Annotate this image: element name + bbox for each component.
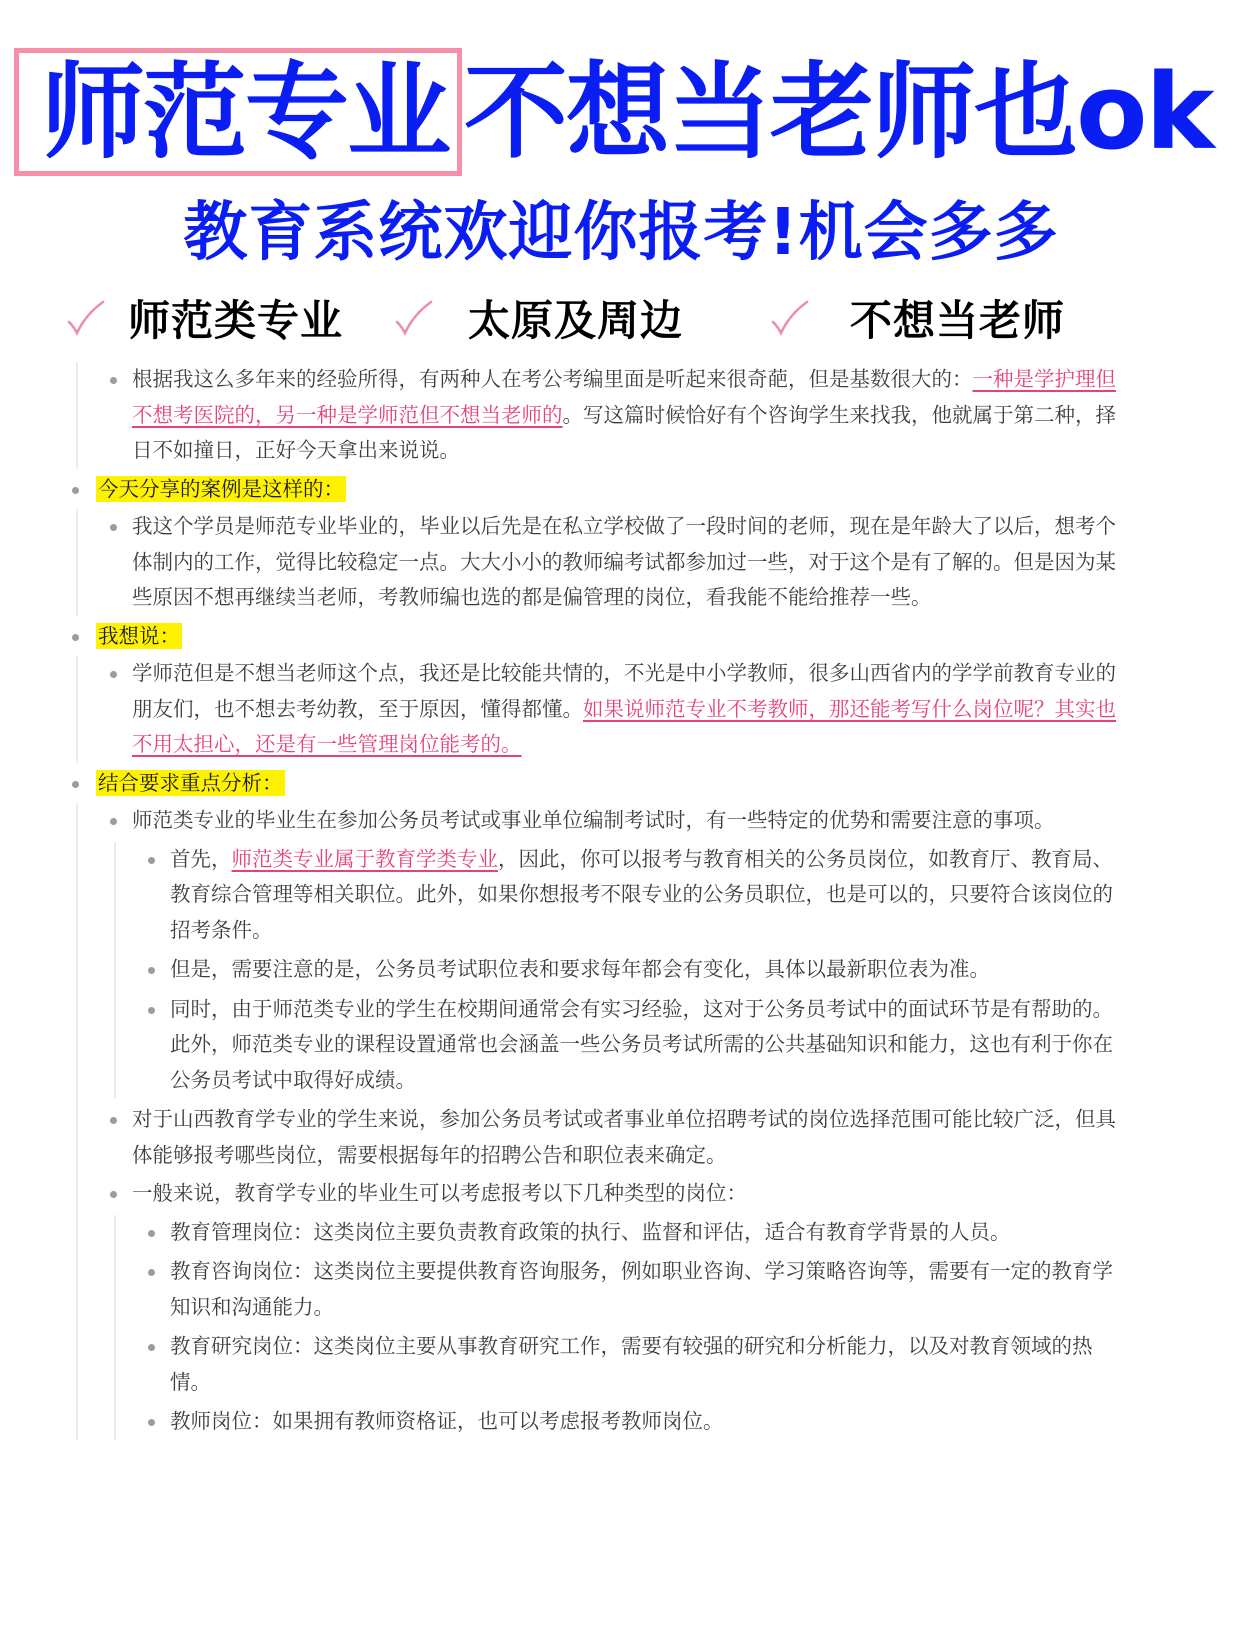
intro-text: 根据我这么多年来的经验所得，有两种人在考公考编里面是听起来很奇葩，但是基数很大的： [132, 367, 973, 391]
bullet-icon [148, 1344, 155, 1351]
list-item [78, 509, 1130, 616]
tag-label: 太原及周边 [468, 296, 684, 345]
tag-item [770, 288, 1065, 348]
bullet-icon [148, 1269, 155, 1276]
check-icon [770, 298, 810, 338]
section-heading-opinion [70, 619, 1130, 655]
tag-label: 不想当老师 [850, 296, 1066, 345]
subtitle: 教育系统欢迎你报考!机会多多 [183, 196, 1059, 270]
item-text: 对于山西教育学专业的学生来说，参加公务员考试或者事业单位招聘考试的岗位选择范围可能比较广泛，但具体能够报考哪些岗位，需要根据每年的招聘公告和职位表来确定。 [132, 1107, 1116, 1167]
list-item [78, 656, 1130, 763]
tag-label: 师范类专业 [128, 296, 344, 345]
bullet-icon [110, 524, 117, 531]
title-boxed-text: 师范专业 [41, 51, 450, 173]
intro-text-end: 。写这篇时候恰好有个咨询学生来找我，他就属于第二种，择日不如撞日，正好今天拿出来说说。 [132, 402, 1116, 462]
opinion-text: 学师范但是不想当老师这个点，我还是比较能共情的，不光是中小学教师，很多山西省内的学学前教育专业的朋友们，也不想去考幼教，至于原因，懂得都懂。 [132, 661, 1116, 721]
item-text: ，因此，你可以报考与教育相关的公务员岗位，如教育厅、教育局、教育综合管理等相关职位。此外，如果你想报考不限专业的公务员职位，也是可以的，只要符合该岗位的招考条件。 [170, 846, 1113, 942]
tag-item [394, 288, 683, 348]
bullet-icon [72, 487, 79, 494]
job-type-item [80, 1254, 1130, 1325]
title-rest-text: 不想当老师也ok [464, 51, 1213, 173]
bullet-icon [110, 1191, 117, 1198]
job-types-block [114, 1215, 1130, 1440]
intro-block [76, 362, 1130, 469]
highlight-heading: 我想说： [98, 623, 180, 648]
job-type-item [80, 1404, 1130, 1440]
list-item [78, 1102, 1130, 1173]
major-link[interactable]: 师范类专业属于教育学类专业 [231, 846, 498, 871]
list-item [80, 992, 1130, 1099]
section-heading-case [70, 472, 1130, 508]
item-text: 教师岗位：如果拥有教师资格证，也可以考虑报考教师岗位。 [170, 1409, 724, 1433]
highlight-heading: 今天分享的案例是这样的： [98, 476, 344, 501]
check-icon [66, 298, 106, 338]
bullet-icon [110, 1117, 117, 1124]
intro-link[interactable]: 一种是学护理但不想考医院的，另一种是学师范但不想当老师的 [132, 367, 1116, 427]
job-type-item [80, 1215, 1130, 1251]
title-highlight-box [14, 48, 462, 176]
item-text: 首先， [170, 846, 232, 871]
bullet-icon [148, 857, 155, 864]
check-icon [394, 298, 434, 338]
bullet-icon [110, 818, 117, 825]
title-row [14, 44, 1213, 180]
analysis-text: 师范类专业的毕业生在参加公务员考试或事业单位编制考试时，有一些特定的优势和需要注意的事项。 [132, 808, 1055, 832]
item-text: 教育管理岗位：这类岗位主要负责教育政策的执行、监督和评估，适合有教育学背景的人员。 [170, 1219, 1011, 1244]
opinion-block [76, 656, 1130, 763]
tag-item [66, 288, 343, 348]
item-text: 同时，由于师范类专业的学生在校期间通常会有实习经验，这对于公务员考试中的面试环节是有帮助的。此外，师范类专业的课程设置通常也会涵盖一些公务员考试所需的公共基础知识和能力，这也有利于你在公务员考试中取得好成绩。 [170, 996, 1113, 1092]
bullet-icon [110, 377, 117, 384]
item-text: 教育研究岗位：这类岗位主要从事教育研究工作，需要有较强的研究和分析能力，以及对教育领域的热情。 [170, 1334, 1093, 1394]
list-item [78, 362, 1130, 469]
bullet-icon [148, 1419, 155, 1426]
bullet-icon [72, 634, 79, 641]
bullet-icon [148, 1007, 155, 1014]
section-heading-analysis [70, 766, 1130, 802]
item-text: 一般来说，教育学专业的毕业生可以考虑报考以下几种类型的岗位： [132, 1181, 747, 1205]
case-text: 我这个学员是师范专业毕业的，毕业以后先是在私立学校做了一段时间的老师，现在是年龄大了以后，想考个体制内的工作，觉得比较稳定一点。大大小小的教师编考试都参加过一些，对于这个是有了解的。但是因为某些原因不想再继续当老师，考教师编也选的都是偏管理的岗位，看我能不能给推荐一些。 [132, 514, 1116, 609]
bullet-icon [148, 1230, 155, 1237]
highlight-heading: 结合要求重点分析： [98, 770, 283, 795]
bullet-icon [72, 781, 79, 788]
list-item [80, 952, 1130, 988]
bullet-icon [110, 671, 117, 678]
item-text: 教育咨询岗位：这类岗位主要提供教育咨询服务，例如职业咨询、学习策略咨询等，需要有一定的教育学知识和沟通能力。 [170, 1259, 1113, 1319]
tag-row [0, 288, 1242, 348]
job-type-item [80, 1329, 1130, 1400]
analysis-block [76, 803, 1130, 1440]
outline-content [70, 362, 1130, 1444]
analysis-sub-block [114, 842, 1130, 1099]
list-item [78, 1176, 1130, 1212]
list-item [80, 842, 1130, 949]
item-text: 但是，需要注意的是，公务员考试职位表和要求每年都会有变化，具体以最新职位表为准。 [170, 957, 990, 981]
opinion-link[interactable]: 如果说师范专业不考教师，那还能考写什么岗位呢？其实也不用太担心，还是有一些管理岗位能考的。 [132, 696, 1116, 756]
case-block [76, 509, 1130, 616]
bullet-icon [148, 967, 155, 974]
list-item [78, 803, 1130, 839]
